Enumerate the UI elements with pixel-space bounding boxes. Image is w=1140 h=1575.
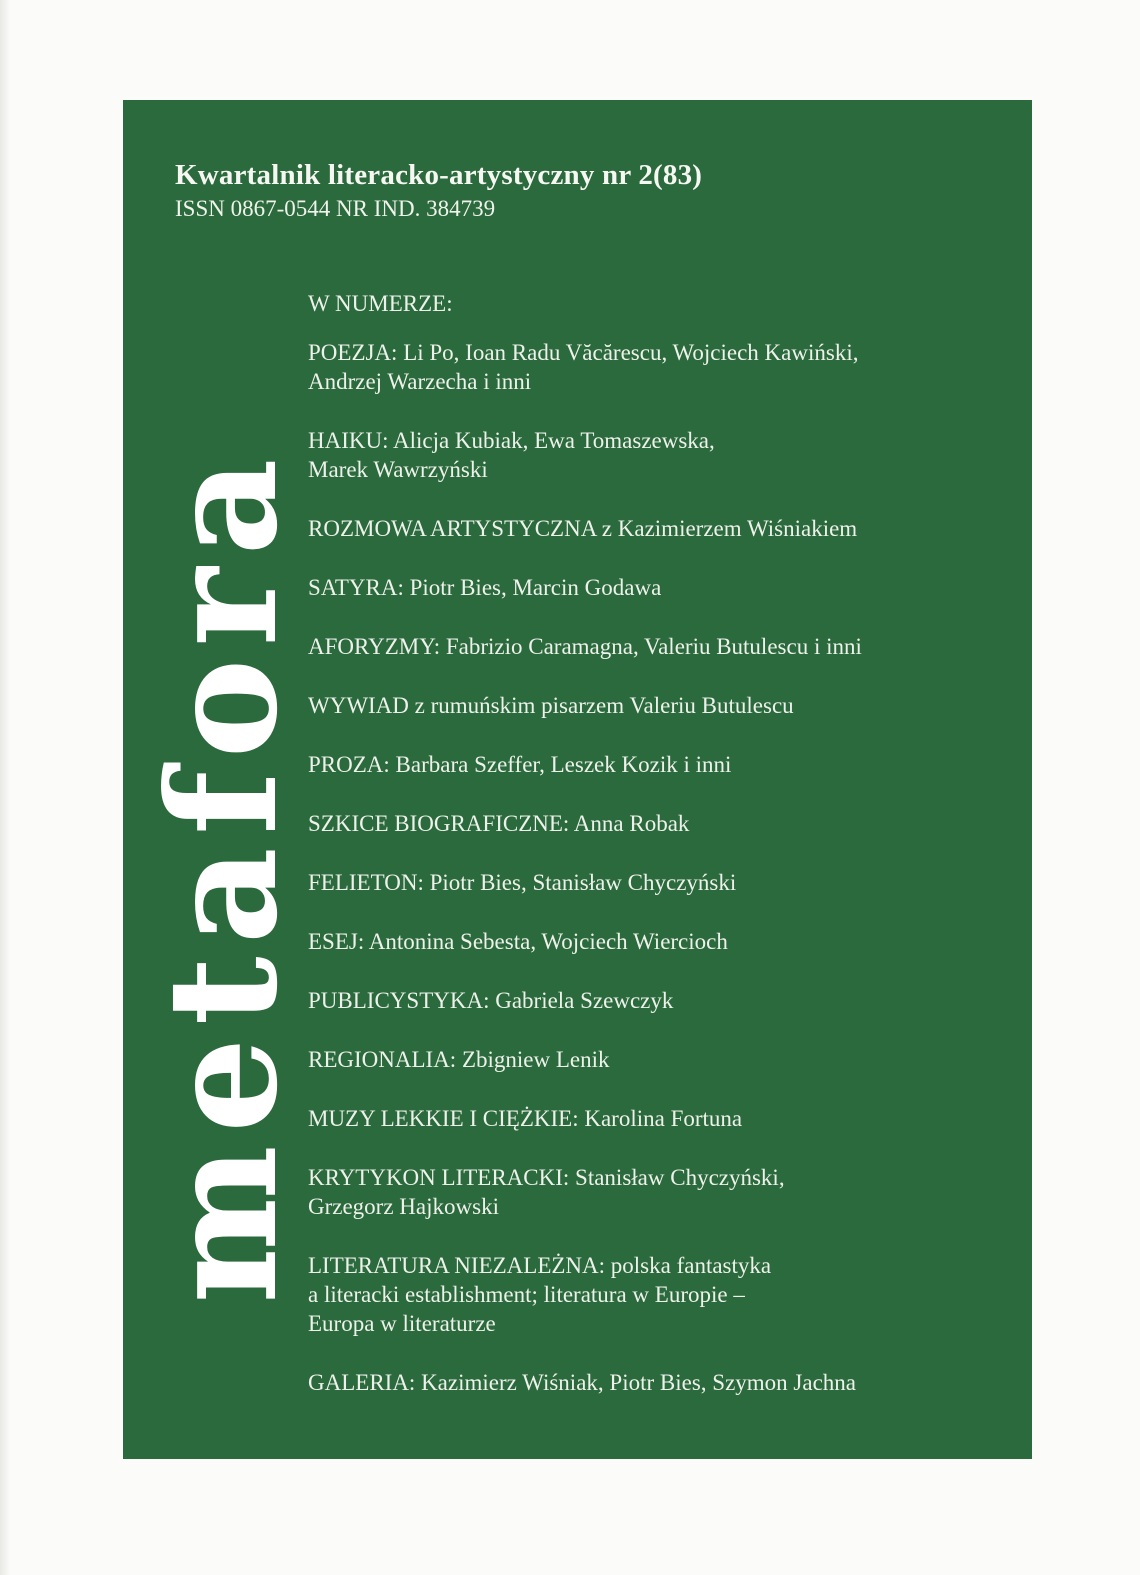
toc-item-krytykon-literacki: KRYTYKON LITERACKI: Stanisław Chyczyński, Grzegorz Hajkowski [308, 1165, 785, 1219]
toc-item-regionalia: REGIONALIA: Zbigniew Lenik [308, 1047, 610, 1072]
issn-line: ISSN 0867-0544 NR IND. 384739 [175, 196, 496, 221]
toc-list [308, 338, 1008, 1397]
toc-item-rozmowa-artystyczna: ROZMOWA ARTYSTYCZNA z Kazimierzem Wiśniakiem [308, 516, 858, 541]
toc-item-muzy-lekkie-i-ciezkie: MUZY LEKKIE I CIĘŻKIE: Karolina Fortuna [308, 1106, 743, 1131]
toc-item-proza: PROZA: Barbara Szeffer, Leszek Kozik i inni [308, 752, 732, 777]
toc-item-satyra: SATYRA: Piotr Bies, Marcin Godawa [308, 575, 662, 600]
toc-item-wywiad: WYWIAD z rumuńskim pisarzem Valeriu Butulescu [308, 693, 794, 718]
toc-item-poezja: POEZJA: Li Po, Ioan Radu Văcărescu, Wojciech Kawiński, Andrzej Warzecha i inni [308, 340, 859, 394]
masthead-title: metafora [135, 446, 311, 1304]
toc-item-literatura-niezalezna: LITERATURA NIEZALEŻNA: polska fantastyka a literacki establishment; literatura w Europie – Europa w literaturze [308, 1253, 772, 1336]
toc-item-felieton: FELIETON: Piotr Bies, Stanisław Chyczyński [308, 870, 737, 895]
journal-subtitle: Kwartalnik literacko-artystyczny nr 2(83) [175, 159, 703, 191]
toc-item-aforyzmy: AFORYZMY: Fabrizio Caramagna, Valeriu Butulescu i inni [308, 634, 862, 659]
cover-header [175, 158, 702, 224]
toc-item-szkice-biograficzne: SZKICE BIOGRAFICZNE: Anna Robak [308, 811, 690, 836]
table-of-contents [308, 290, 1008, 1427]
toc-item-haiku: HAIKU: Alicja Kubiak, Ewa Tomaszewska, Marek Wawrzyński [308, 428, 715, 482]
cover-panel [123, 100, 1032, 1459]
toc-item-esej: ESEJ: Antonina Sebesta, Wojciech Wiercioch [308, 929, 728, 954]
toc-item-publicystyka: PUBLICYSTYKA: Gabriela Szewczyk [308, 988, 674, 1013]
contents-heading: W NUMERZE: [308, 291, 453, 316]
paper-edge [0, 0, 10, 1575]
toc-item-galeria: GALERIA: Kazimierz Wiśniak, Piotr Bies, Szymon Jachna [308, 1370, 856, 1395]
masthead [135, 320, 311, 1430]
